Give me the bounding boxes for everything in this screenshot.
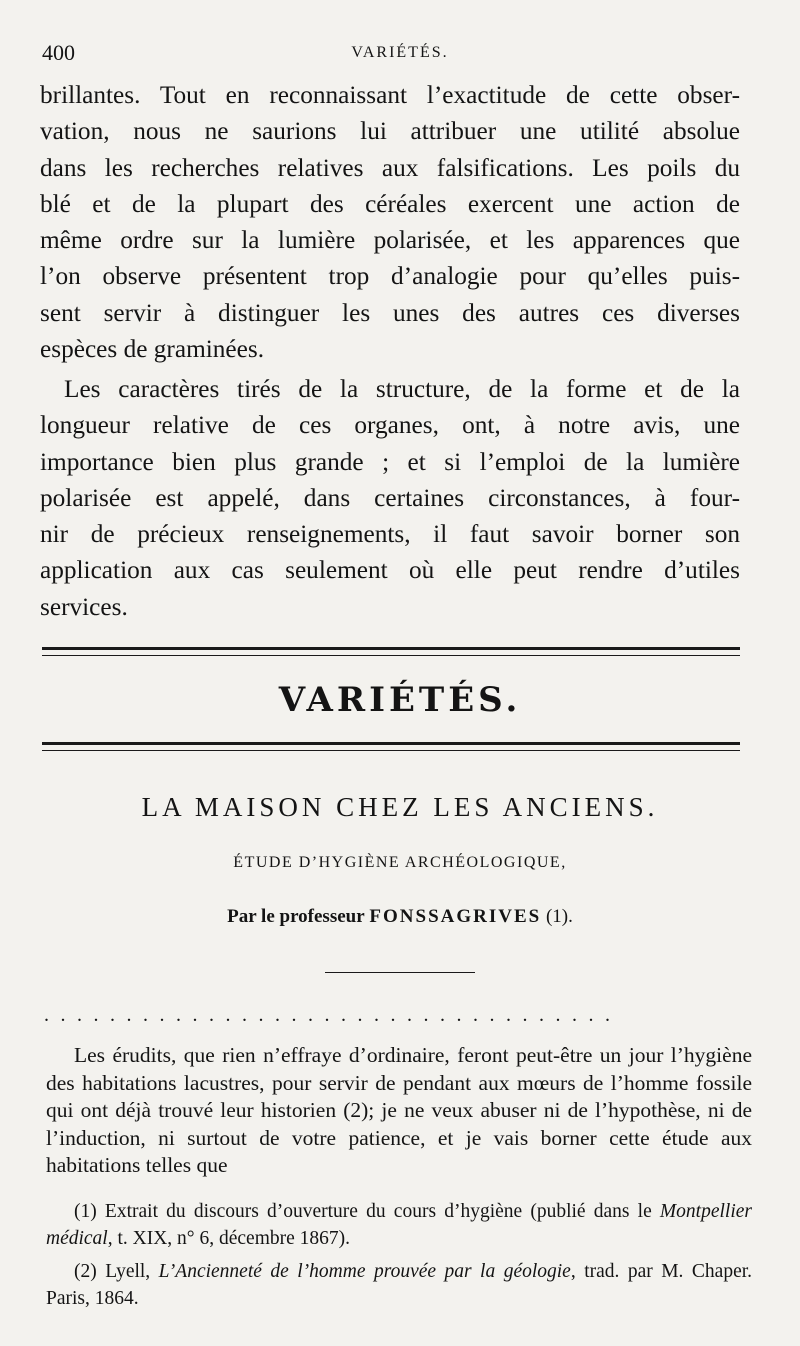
paragraph-structural-characters xyxy=(40,371,740,625)
footnote-italic: L’Ancienneté de l’homme prouvée par la géologie xyxy=(158,1261,571,1282)
footnote-mark: (2) xyxy=(74,1261,97,1282)
footnote-reference: (1). xyxy=(545,906,573,927)
footnote-1 xyxy=(46,1198,752,1252)
author-name: FONSSAGRIVES xyxy=(369,906,542,927)
running-head xyxy=(42,40,758,68)
article-title: LA MAISON CHEZ LES ANCIENS. xyxy=(141,792,659,822)
section-rule-top xyxy=(42,647,740,656)
text-line: longueur relative de ces organes, ont, à notre avis, une xyxy=(40,411,740,440)
text-line: importance bien plus grande ; et si l’emploi de la lumière xyxy=(40,447,740,476)
text-line: sent servir à distinguer les unes des autres ces diverses xyxy=(40,298,740,327)
footnote-2 xyxy=(46,1258,752,1312)
paragraph-polarized-light xyxy=(40,77,740,367)
footnotes xyxy=(46,1198,752,1318)
byline-prefix: Par le professeur xyxy=(227,906,365,927)
text-line: blé et de la plupart des céréales exercent une action de xyxy=(40,189,740,218)
ellipsis-row: ................................... xyxy=(44,1004,622,1024)
page-number: 400 xyxy=(42,40,75,65)
footnote-mark: (1) xyxy=(74,1201,97,1222)
byline xyxy=(0,906,800,928)
text-line: polarisée est appelé, dans certaines circonstances, à four- xyxy=(40,483,740,512)
footnote-italic: Montpellier médical xyxy=(46,1201,752,1249)
footnote-text: , t. XIX, n° 6, décembre 1867). xyxy=(107,1228,351,1249)
section-heading: VARIÉTÉS. xyxy=(278,680,522,720)
article-subtitle: ÉTUDE D’HYGIÈNE ARCHÉOLOGIQUE, xyxy=(233,854,567,871)
text-line: services. xyxy=(40,592,128,621)
footnote-text: Lyell, xyxy=(105,1261,151,1282)
text-line: l’on observe présentent trop d’analogie pour qu’elles puis- xyxy=(40,262,740,291)
text-line: dans les recherches relatives aux falsifications. Les poils du xyxy=(40,153,740,182)
footnote-text: , trad. par M. Chaper. Paris, 1864. xyxy=(46,1261,753,1309)
running-title: VARIÉTÉS. xyxy=(351,44,449,61)
article-body: Les érudits, que rien n’effraye d’ordinaire, feront peut-être un jour l’hygiène des habitations lacustres, pour servir de pendant aux mœurs de l’homme fossile qui ont déjà trouvé leur historien (2); je ne veux abuser ni de l’hypothèse, ni de l’induction, ni surtout de votre patience, et je vais borner cette étude aux habitations telles que xyxy=(46,1043,752,1177)
section-rule-bottom xyxy=(42,742,740,751)
text-line: vation, nous ne saurions lui attribuer une utilité absolue xyxy=(40,117,740,146)
text-line: application aux cas seulement où elle peut rendre d’utiles xyxy=(40,556,740,585)
title-separator-rule xyxy=(325,972,475,973)
text-line: brillantes. Tout en reconnaissant l’exactitude de cette obser- xyxy=(40,81,740,109)
footnote-text: Extrait du discours d’ouverture du cours d’hygiène (publié dans le xyxy=(104,1201,652,1222)
text-line: même ordre sur la lumière polarisée, et les apparences que xyxy=(40,226,740,255)
text-line: Les caractères tirés de la structure, de la forme et de la xyxy=(64,375,740,403)
text-line: espèces de graminées. xyxy=(40,335,265,364)
text-line: nir de précieux renseignements, il faut savoir borner son xyxy=(40,520,740,549)
